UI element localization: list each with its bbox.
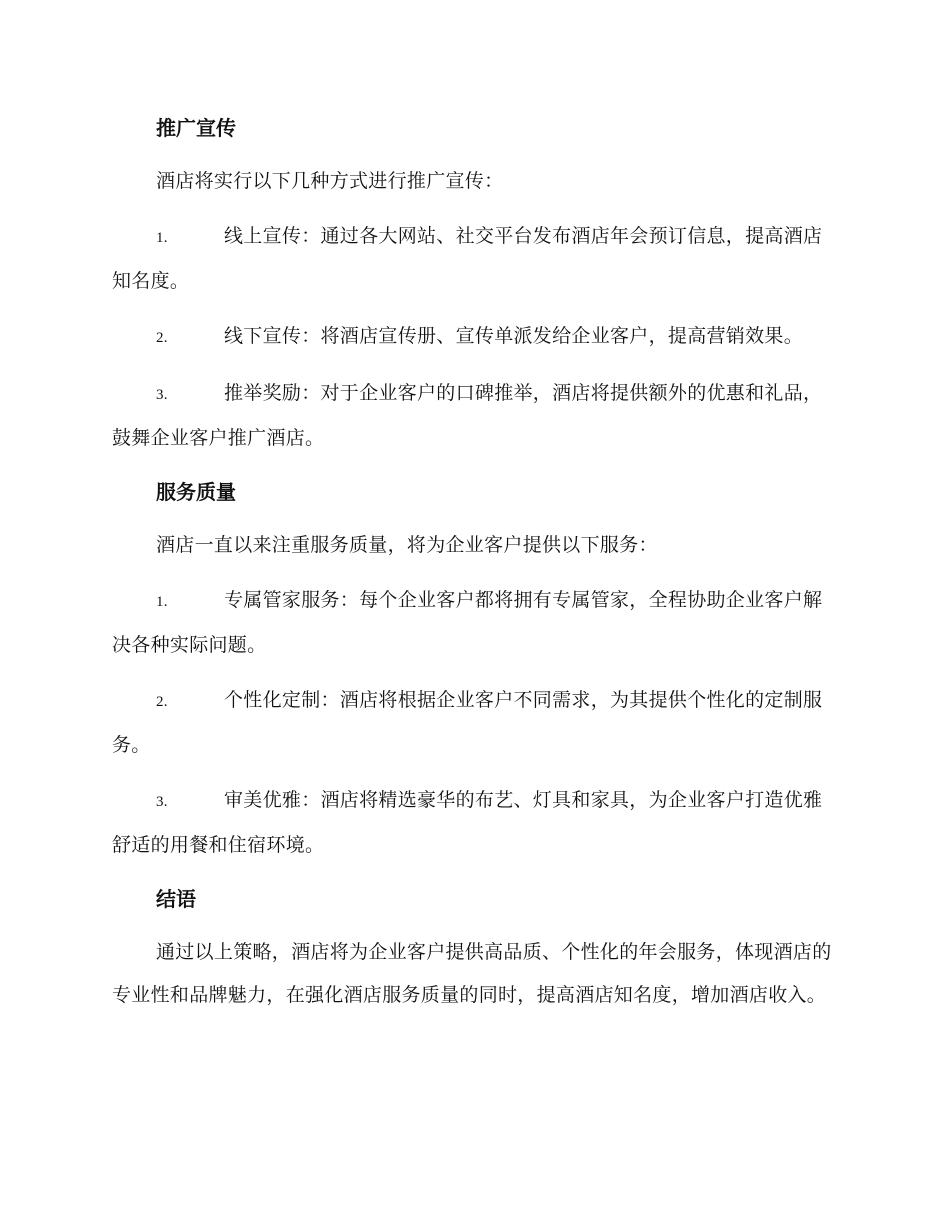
list-item-number: 1. [156,230,168,246]
conclusion-paragraph: 通过以上策略，酒店将为企业客户提供高品质、个性化的年会服务，体现酒店的专业性和品牌魅力，在强化酒店服务质量的同时，提高酒店知名度，增加酒店收入。 [112,941,832,1006]
list-item [112,372,834,460]
section-heading-promotion: 推广宣传 [156,116,236,140]
list-item-text: 线上宣传：通过各大网站、社交平台发布酒店年会预订信息，提高酒店知名度。 [112,225,823,292]
list-item-number: 3. [156,387,168,403]
list-item-text: 线下宣传：将酒店宣传册、宣传单派发给企业客户，提高营销效果。 [224,325,804,347]
list-item-text: 个性化定制：酒店将根据企业客户不同需求，为其提供个性化的定制服务。 [112,689,823,756]
document-page [112,108,834,1017]
list-item-number: 2. [156,694,168,710]
list-item [112,679,834,767]
list-item [112,315,834,360]
list-item-text: 专属管家服务：每个企业客户都将拥有专属管家，全程协助企业客户解决各种实际问题。 [112,589,823,656]
list-item-text: 推举奖励：对于企业客户的口碑推举，酒店将提供额外的优惠和礼品，鼓舞企业客户推广酒店。 [112,382,823,449]
list-item-number: 3. [156,794,168,810]
list-item [112,779,834,867]
list-item-number: 1. [156,594,168,610]
list-item [112,215,834,303]
section-intro: 酒店将实行以下几种方式进行推广宣传： [156,170,504,192]
list-item-number: 2. [156,330,168,346]
list-item [112,579,834,667]
section-heading-conclusion: 结语 [156,887,196,911]
section-heading-service-quality: 服务质量 [156,480,236,504]
section-intro: 酒店一直以来注重服务质量，将为企业客户提供以下服务： [156,534,658,556]
list-item-text: 审美优雅：酒店将精选豪华的布艺、灯具和家具，为企业客户打造优雅舒适的用餐和住宿环境。 [112,789,823,856]
